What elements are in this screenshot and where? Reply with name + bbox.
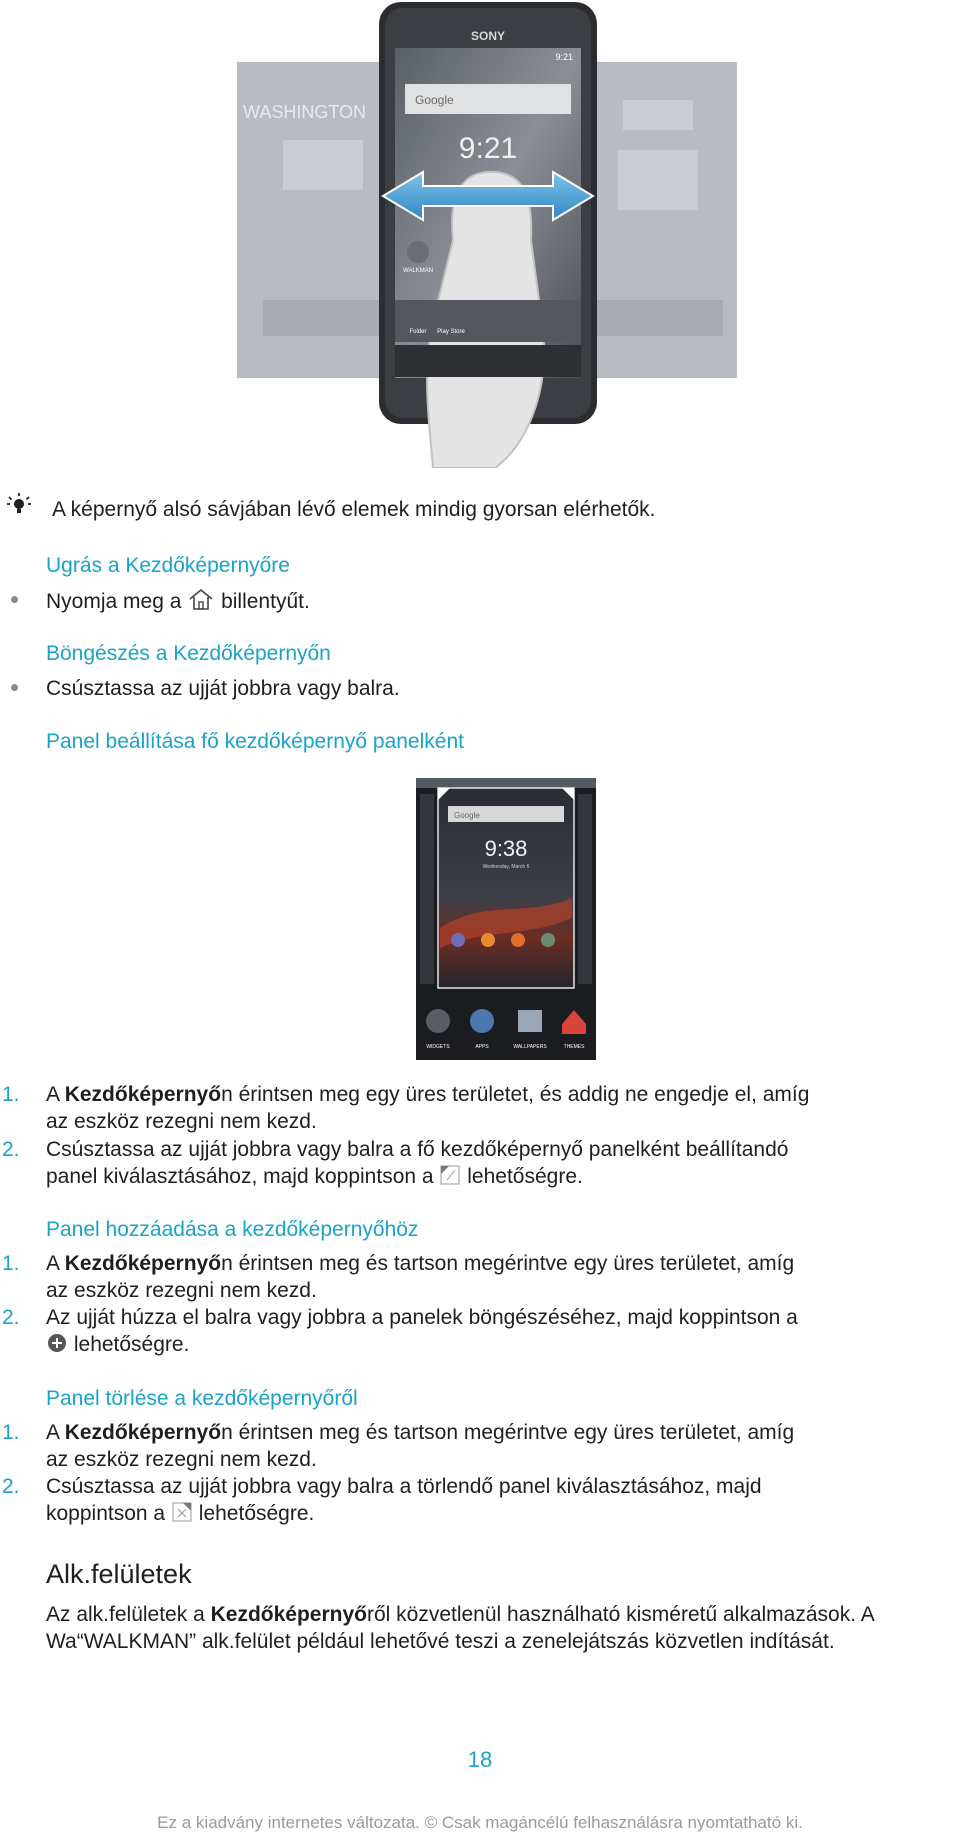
heading-browse-home: Böngészés a Kezdőképernyőn bbox=[46, 642, 331, 665]
step-number: 1. bbox=[2, 1421, 20, 1444]
apps-icon bbox=[470, 1009, 494, 1033]
dock-label-playstore: Play Store bbox=[437, 329, 465, 335]
home-key-icon bbox=[187, 587, 215, 611]
step-number: 1. bbox=[2, 1083, 20, 1106]
widgets-icon bbox=[426, 1009, 450, 1033]
heading-goto-home: Ugrás a Kezdőképernyőre bbox=[46, 554, 290, 577]
step-number: 2. bbox=[2, 1306, 20, 1329]
bottom-label-apps: APPS bbox=[475, 1044, 489, 1050]
add-panel-step-1: A Kezdőképernyőn érintsen meg és tartson megérintve egy üres területet, amíg az eszköz rezegni nem kezd. bbox=[46, 1252, 795, 1302]
set-main-step-1: A Kezdőképernyőn érintsen meg egy üres területet, és addig ne engedje el, amíg az eszköz rezegni nem kezd. bbox=[46, 1083, 810, 1133]
step-number: 2. bbox=[2, 1138, 20, 1161]
mini-date: Wednesday, March 6 bbox=[482, 864, 530, 870]
tip-text: A képernyő alsó sávjában lévő elemek mindig gyorsan elérhetők. bbox=[52, 498, 656, 521]
clock: 9:21 bbox=[458, 132, 518, 165]
status-time: 9:21 bbox=[555, 52, 573, 62]
bottom-label-themes: THEMES bbox=[563, 1044, 585, 1050]
section-title-widgets: Alk.felületek bbox=[46, 1559, 192, 1589]
delete-panel-step-2: Csúsztassa az ujját jobbra vagy balra a törlendő panel kiválasztásához, majd koppintson a lehetőségre. bbox=[46, 1475, 762, 1525]
kezdokepernyo-term: Kezdőképernyő bbox=[210, 1603, 367, 1626]
heading-add-panel: Panel hozzáadása a kezdőképernyőhöz bbox=[46, 1218, 419, 1241]
phone-dock bbox=[395, 300, 581, 342]
add-panel-icon bbox=[46, 1332, 68, 1354]
bullet-goto-home bbox=[46, 587, 310, 615]
bullet-goto-home-post: billentyűt. bbox=[221, 590, 310, 613]
search-label: Google bbox=[415, 93, 454, 107]
left-panel-label: WASHINGTON bbox=[243, 102, 367, 122]
bullet-dot bbox=[11, 684, 18, 691]
set-main-step-2: Csúsztassa az ujját jobbra vagy balra a fő kezdőképernyő panelként beállítandó panel kiválasztásához, majd koppintson a lehetőségre. bbox=[46, 1138, 789, 1188]
kezdokepernyo-term: Kezdőképernyő bbox=[64, 1083, 222, 1106]
page-number: 18 bbox=[467, 1747, 493, 1772]
kezdokepernyo-term: Kezdőképernyő bbox=[64, 1252, 222, 1275]
kezdokepernyo-term: Kezdőképernyő bbox=[64, 1421, 222, 1444]
bullet-browse-home: Csúsztassa az ujját jobbra vagy balra. bbox=[46, 677, 400, 700]
delete-panel-step-1: A Kezdőképernyőn érintsen meg és tartson megérintve egy üres területet, amíg az eszköz rezegni nem kezd. bbox=[46, 1421, 795, 1471]
panel-screenshot bbox=[416, 778, 596, 1060]
heading-delete-panel: Panel törlése a kezdőképernyőről bbox=[46, 1387, 358, 1410]
phone-illustration bbox=[233, 0, 743, 468]
mini-search-label: Google bbox=[454, 811, 480, 820]
wallpapers-icon bbox=[518, 1010, 542, 1032]
bullet-goto-home-pre: Nyomja meg a bbox=[46, 590, 182, 613]
heading-set-main-panel: Panel beállítása fő kezdőképernyő panelként bbox=[46, 730, 464, 753]
widgets-paragraph: Az alk.felületek a Kezdőképernyőről közvetlenül használható kisméretű alkalmazások. A Wa“WALKMAN” alk.felület például lehetővé teszi a zenelejátszás közvetlen indítását. bbox=[46, 1603, 875, 1653]
step-number: 1. bbox=[2, 1252, 20, 1275]
phone-navbar bbox=[395, 345, 581, 377]
dock-label-folder: Folder bbox=[409, 329, 427, 335]
add-panel-step-2: Az ujját húzza el balra vagy jobbra a panelek böngészéséhez, majd koppintson a lehetőségre. bbox=[46, 1306, 798, 1356]
bottom-label-wallpapers: WALLPAPERS bbox=[513, 1044, 547, 1050]
step-number: 2. bbox=[2, 1475, 20, 1498]
set-main-icon bbox=[439, 1164, 461, 1186]
phone-illustration-svg bbox=[233, 0, 743, 468]
phone-brand: SONY bbox=[470, 29, 506, 43]
bullet-dot bbox=[11, 596, 18, 603]
bottom-label-widgets: WIDGETS bbox=[426, 1044, 450, 1050]
footer-text: Ez a kiadvány internetes változata. © Csak magáncélú felhasználásra nyomtatható ki. bbox=[157, 1813, 803, 1832]
tip-icon bbox=[6, 492, 32, 518]
delete-panel-icon bbox=[171, 1501, 193, 1523]
app-label-walkman: WALKMAN bbox=[402, 268, 434, 274]
walkman-app-icon bbox=[407, 241, 429, 263]
mini-clock: 9:38 bbox=[484, 836, 528, 861]
